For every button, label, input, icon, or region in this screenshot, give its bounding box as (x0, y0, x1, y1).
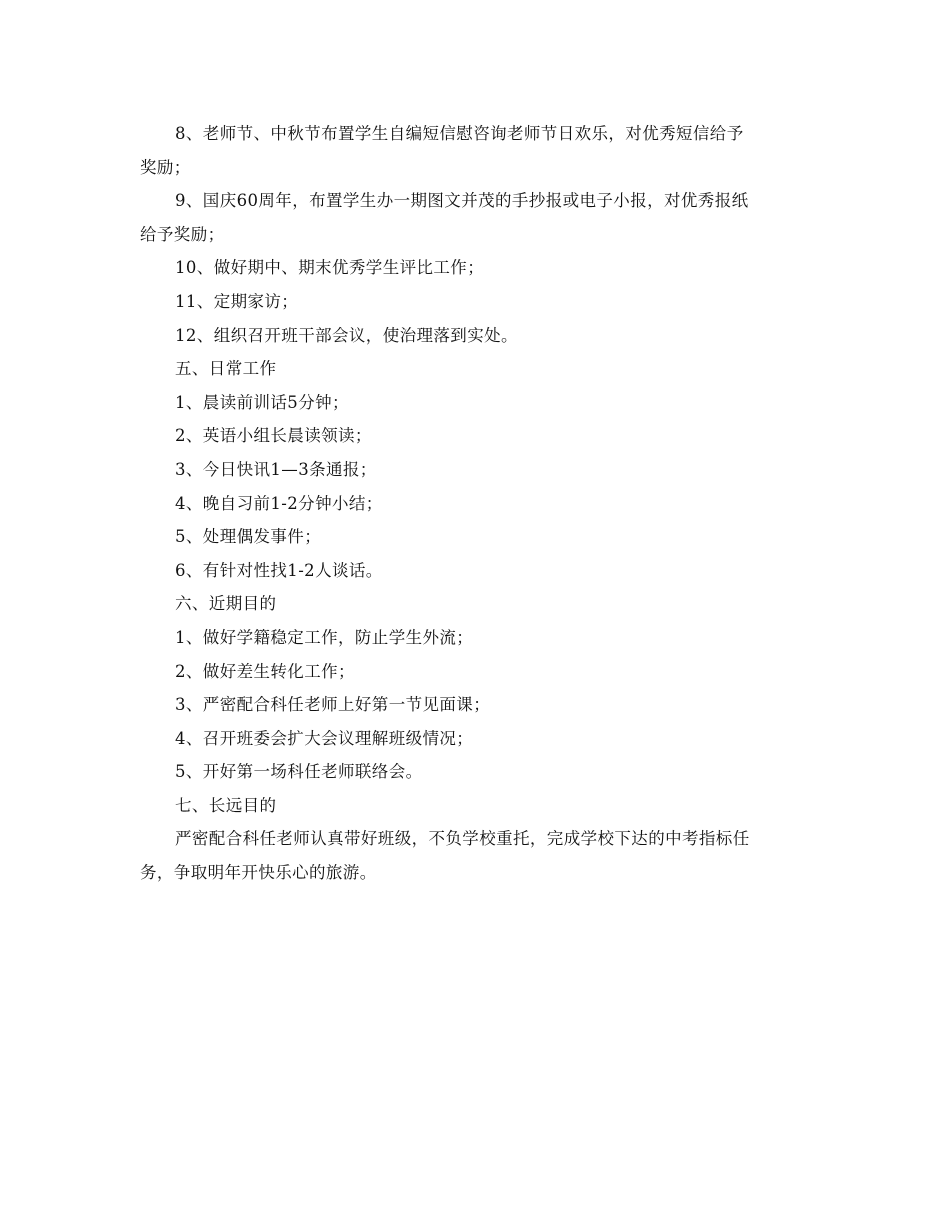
paragraph-line: 9、国庆60周年，布置学生办一期图文并茂的手抄报或电子小报，对优秀报纸 (175, 191, 749, 211)
list-item: 1、做好学籍稳定工作，防止学生外流； (175, 627, 474, 647)
list-item: 2、做好差生转化工作； (175, 661, 355, 681)
list-item: 11、定期家访； (175, 291, 299, 311)
paragraph-line: 严密配合科任老师认真带好班级，不负学校重托，完成学校下达的中考指标任 (175, 829, 750, 849)
list-item: 2、英语小组长晨读领读； (175, 426, 372, 446)
section-heading: 七、长远目的 (175, 795, 277, 815)
section-heading: 六、近期目的 (175, 594, 277, 614)
list-item: 4、晚自习前1-2分钟小结； (175, 493, 383, 513)
section-heading: 五、日常工作 (175, 359, 277, 379)
list-item: 3、严密配合科任老师上好第一节见面课； (175, 695, 491, 715)
list-item: 12、组织召开班干部会议，使治理落到实处。 (175, 325, 518, 345)
list-item: 5、开好第一场科任老师联络会。 (175, 762, 423, 782)
list-item: 6、有针对性找1-2人谈话。 (175, 560, 383, 580)
list-item: 5、处理偶发事件； (175, 527, 322, 547)
list-item: 3、今日快讯1—3条通报； (175, 459, 377, 479)
document-body (140, 117, 812, 890)
list-item: 1、晨读前训话5分钟； (175, 392, 349, 412)
list-item: 4、召开班委会扩大会议理解班级情况； (175, 728, 474, 748)
list-item: 10、做好期中、期末优秀学生评比工作； (175, 258, 485, 278)
paragraph-line: 奖励； (140, 157, 191, 177)
paragraph-line: 务，争取明年开快乐心的旅游。 (140, 863, 377, 883)
paragraph-line: 8、老师节、中秋节布置学生自编短信慰咨询老师节日欢乐，对优秀短信给予 (175, 124, 744, 143)
paragraph-line: 给予奖励； (140, 224, 225, 244)
